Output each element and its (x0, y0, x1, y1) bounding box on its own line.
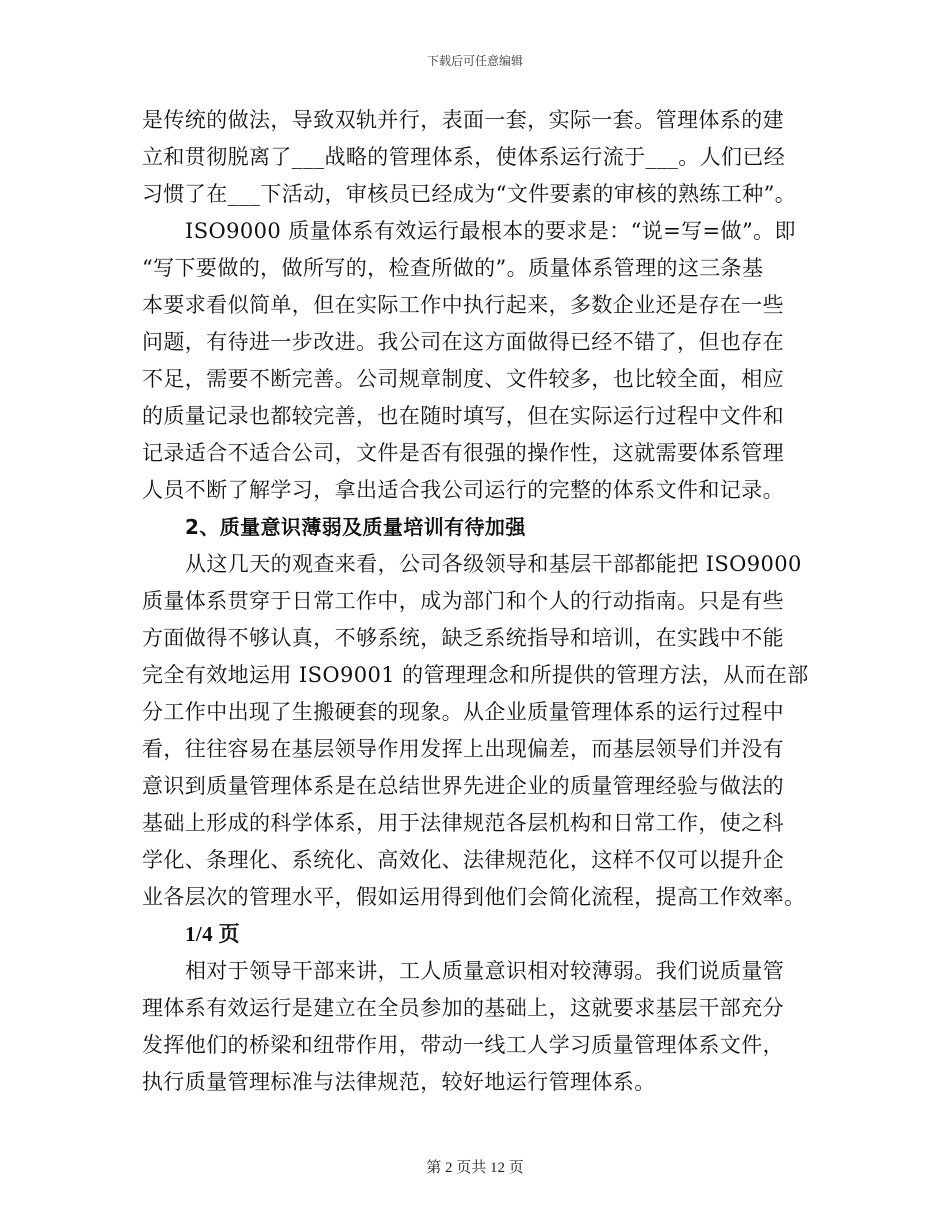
paragraph-line: 的质量记录也都较完善，也在随时填写，但在实际运行过程中文件和 (142, 404, 784, 428)
paragraph-line: 完全有效地运用 ISO9001 的管理理念和所提供的管理方法，从而在部 (142, 663, 809, 687)
paragraph-line: 发挥他们的桥梁和纽带作用，带动一线工人学习质量管理体系文件， (142, 1033, 784, 1057)
paragraph-line: 从这几天的观查来看，公司各级领导和基层干部都能把 ISO9000 (185, 552, 802, 576)
paragraph-line: 相对于领导干部来讲，工人质量意识相对较薄弱。我们说质量管 (185, 959, 785, 983)
paragraph-line: 不足，需要不断完善。公司规章制度、文件较多，也比较全面，相应 (142, 367, 784, 391)
paragraph-line: 业各层次的管理水平，假如运用得到他们会简化流程，提高工作效率。 (142, 885, 806, 909)
paragraph-line: 立和贯彻脱离了___战略的管理体系，使体系运行流于___。人们已经 (142, 145, 786, 169)
paragraph-line: 看，往往容易在基层领导作用发挥上出现偏差，而基层领导们并没有 (142, 737, 784, 761)
inline-page-marker: 1/4 页 (185, 922, 241, 946)
paragraph-line: 本要求看似简单，但在实际工作中执行起来，多数企业还是存在一些 (142, 293, 784, 317)
paragraph-line: 理体系有效运行是建立在全员参加的基础上，这就要求基层干部充分 (142, 996, 784, 1020)
paragraph-line: ISO9000 质量体系有效运行最根本的要求是：“说=写=做”。即 (185, 219, 796, 243)
page-header: 下载后可任意编辑 (426, 54, 523, 68)
paragraph-line: 方面做得不够认真，不够系统，缺乏系统指导和培训，在实践中不能 (142, 626, 784, 650)
paragraph-line: “写下要做的，做所写的，检查所做的”。质量体系管理的这三条基 (142, 256, 764, 280)
section-heading: 2、质量意识薄弱及质量培训有待加强 (185, 515, 526, 539)
paragraph-line: 分工作中出现了生搬硬套的现象。从企业质量管理体系的运行过程中 (142, 700, 784, 724)
paragraph-line: 质量体系贯穿于日常工作中，成为部门和个人的行动指南。只是有些 (142, 589, 784, 613)
paragraph-line: 执行质量管理标准与法律规范，较好地运行管理体系。 (142, 1070, 656, 1094)
paragraph-line: 问题，有待进一步改进。我公司在这方面做得已经不错了，但也存在 (142, 330, 784, 354)
document-body (142, 102, 822, 1101)
paragraph-line: 基础上形成的科学体系，用于法律规范各层机构和日常工作，使之科 (142, 811, 784, 835)
paragraph-line: 意识到质量管理体系是在总结世界先进企业的质量管理经验与做法的 (142, 774, 784, 798)
paragraph-line: 学化、条理化、系统化、高效化、法律规范化，这样不仅可以提升企 (142, 848, 784, 872)
paragraph-line: 记录适合不适合公司，文件是否有很强的操作性，这就需要体系管理 (142, 441, 784, 465)
paragraph-line: 是传统的做法，导致双轨并行，表面一套，实际一套。管理体系的建 (142, 108, 784, 132)
paragraph-line: 习惯了在___下活动，审核员已经成为“文件要素的审核的熟练工种”。 (142, 182, 797, 206)
page-footer: 第 2 页共 12 页 (426, 1160, 524, 1176)
paragraph-line: 人员不断了解学习，拿出适合我公司运行的完整的体系文件和记录。 (142, 478, 784, 502)
